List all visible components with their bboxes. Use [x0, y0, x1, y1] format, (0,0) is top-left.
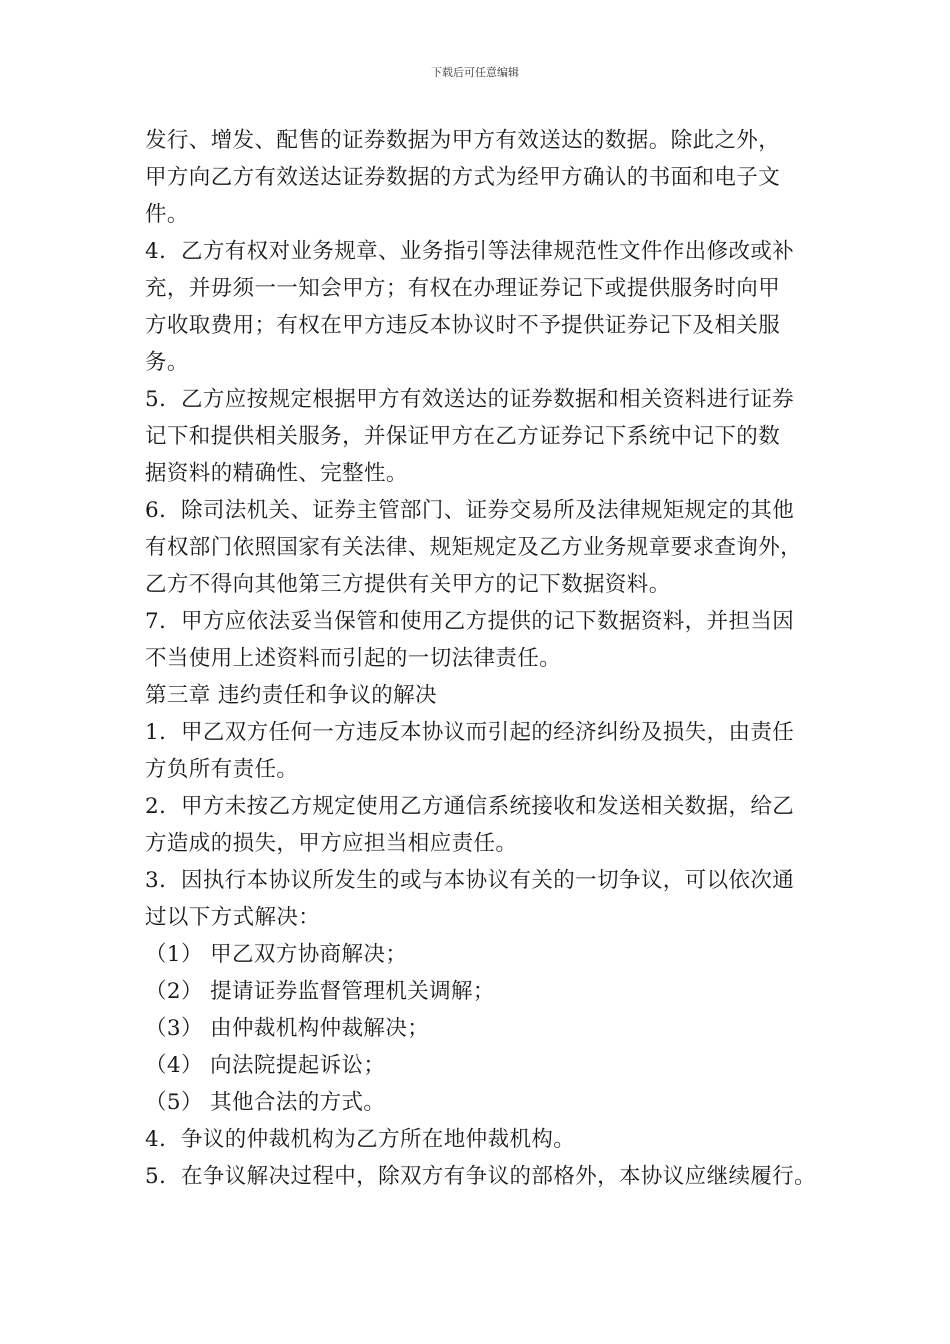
list-item: （1） 甲乙双方协商解决； — [145, 942, 408, 967]
body-line: 不当使用上述资料而引起的一切法律责任。 — [145, 646, 562, 671]
body-line: 1．甲乙双方任何一方违反本协议而引起的经济纠纷及损失，由责任 — [145, 720, 795, 745]
body-line: 4．乙方有权对业务规章、业务指引等法律规范性文件作出修改或补 — [145, 239, 795, 264]
body-line: 7．甲方应依法妥当保管和使用乙方提供的记下数据资料，并担当因 — [145, 609, 795, 634]
body-line: 方收取费用；有权在甲方违反本协议时不予提供证券记下及相关服 — [145, 313, 781, 338]
body-line: 5．乙方应按规定根据甲方有效送达的证券数据和相关资料进行证券 — [145, 387, 795, 412]
body-line: 件。 — [145, 202, 189, 227]
body-line: 据资料的精确性、完整性。 — [145, 461, 408, 486]
list-item: （4） 向法院提起诉讼； — [145, 1053, 386, 1078]
document-body — [145, 122, 835, 1195]
body-line: 6．除司法机关、证券主管部门、证券交易所及法律规矩规定的其他 — [145, 498, 795, 523]
body-line: 5．在争议解决过程中，除双方有争议的部格外，本协议应继续履行。 — [145, 1164, 817, 1189]
page-header: 下载后可任意编辑 — [431, 66, 519, 79]
body-line: 过以下方式解决： — [145, 905, 321, 930]
body-line: 充，并毋须一一知会甲方；有权在办理证券记下或提供服务时向甲 — [145, 276, 781, 301]
body-line: 甲方向乙方有效送达证券数据的方式为经甲方确认的书面和电子文 — [145, 165, 781, 190]
body-line: 方负所有责任。 — [145, 757, 299, 782]
body-line: 方造成的损失，甲方应担当相应责任。 — [145, 831, 518, 856]
body-line: 2．甲方未按乙方规定使用乙方通信系统接收和发送相关数据，给乙 — [145, 794, 795, 819]
body-line: 乙方不得向其他第三方提供有关甲方的记下数据资料。 — [145, 572, 671, 597]
body-line: 发行、增发、配售的证券数据为甲方有效送达的数据。除此之外， — [145, 128, 781, 153]
body-line: 务。 — [145, 350, 189, 375]
list-item: （3） 由仲裁机构仲裁解决； — [145, 1016, 430, 1041]
chapter-heading: 第三章 违约责任和争议的解决 — [145, 683, 437, 708]
body-line: 有权部门依照国家有关法律、规矩规定及乙方业务规章要求查询外， — [145, 535, 803, 560]
body-line: 4．争议的仲裁机构为乙方所在地仲裁机构。 — [145, 1127, 576, 1152]
list-item: （2） 提请证券监督管理机关调解； — [145, 979, 495, 1004]
list-item: （5） 其他合法的方式。 — [145, 1090, 386, 1115]
body-line: 3．因执行本协议所发生的或与本协议有关的一切争议，可以依次通 — [145, 868, 795, 893]
body-line: 记下和提供相关服务，并保证甲方在乙方证券记下系统中记下的数 — [145, 424, 781, 449]
